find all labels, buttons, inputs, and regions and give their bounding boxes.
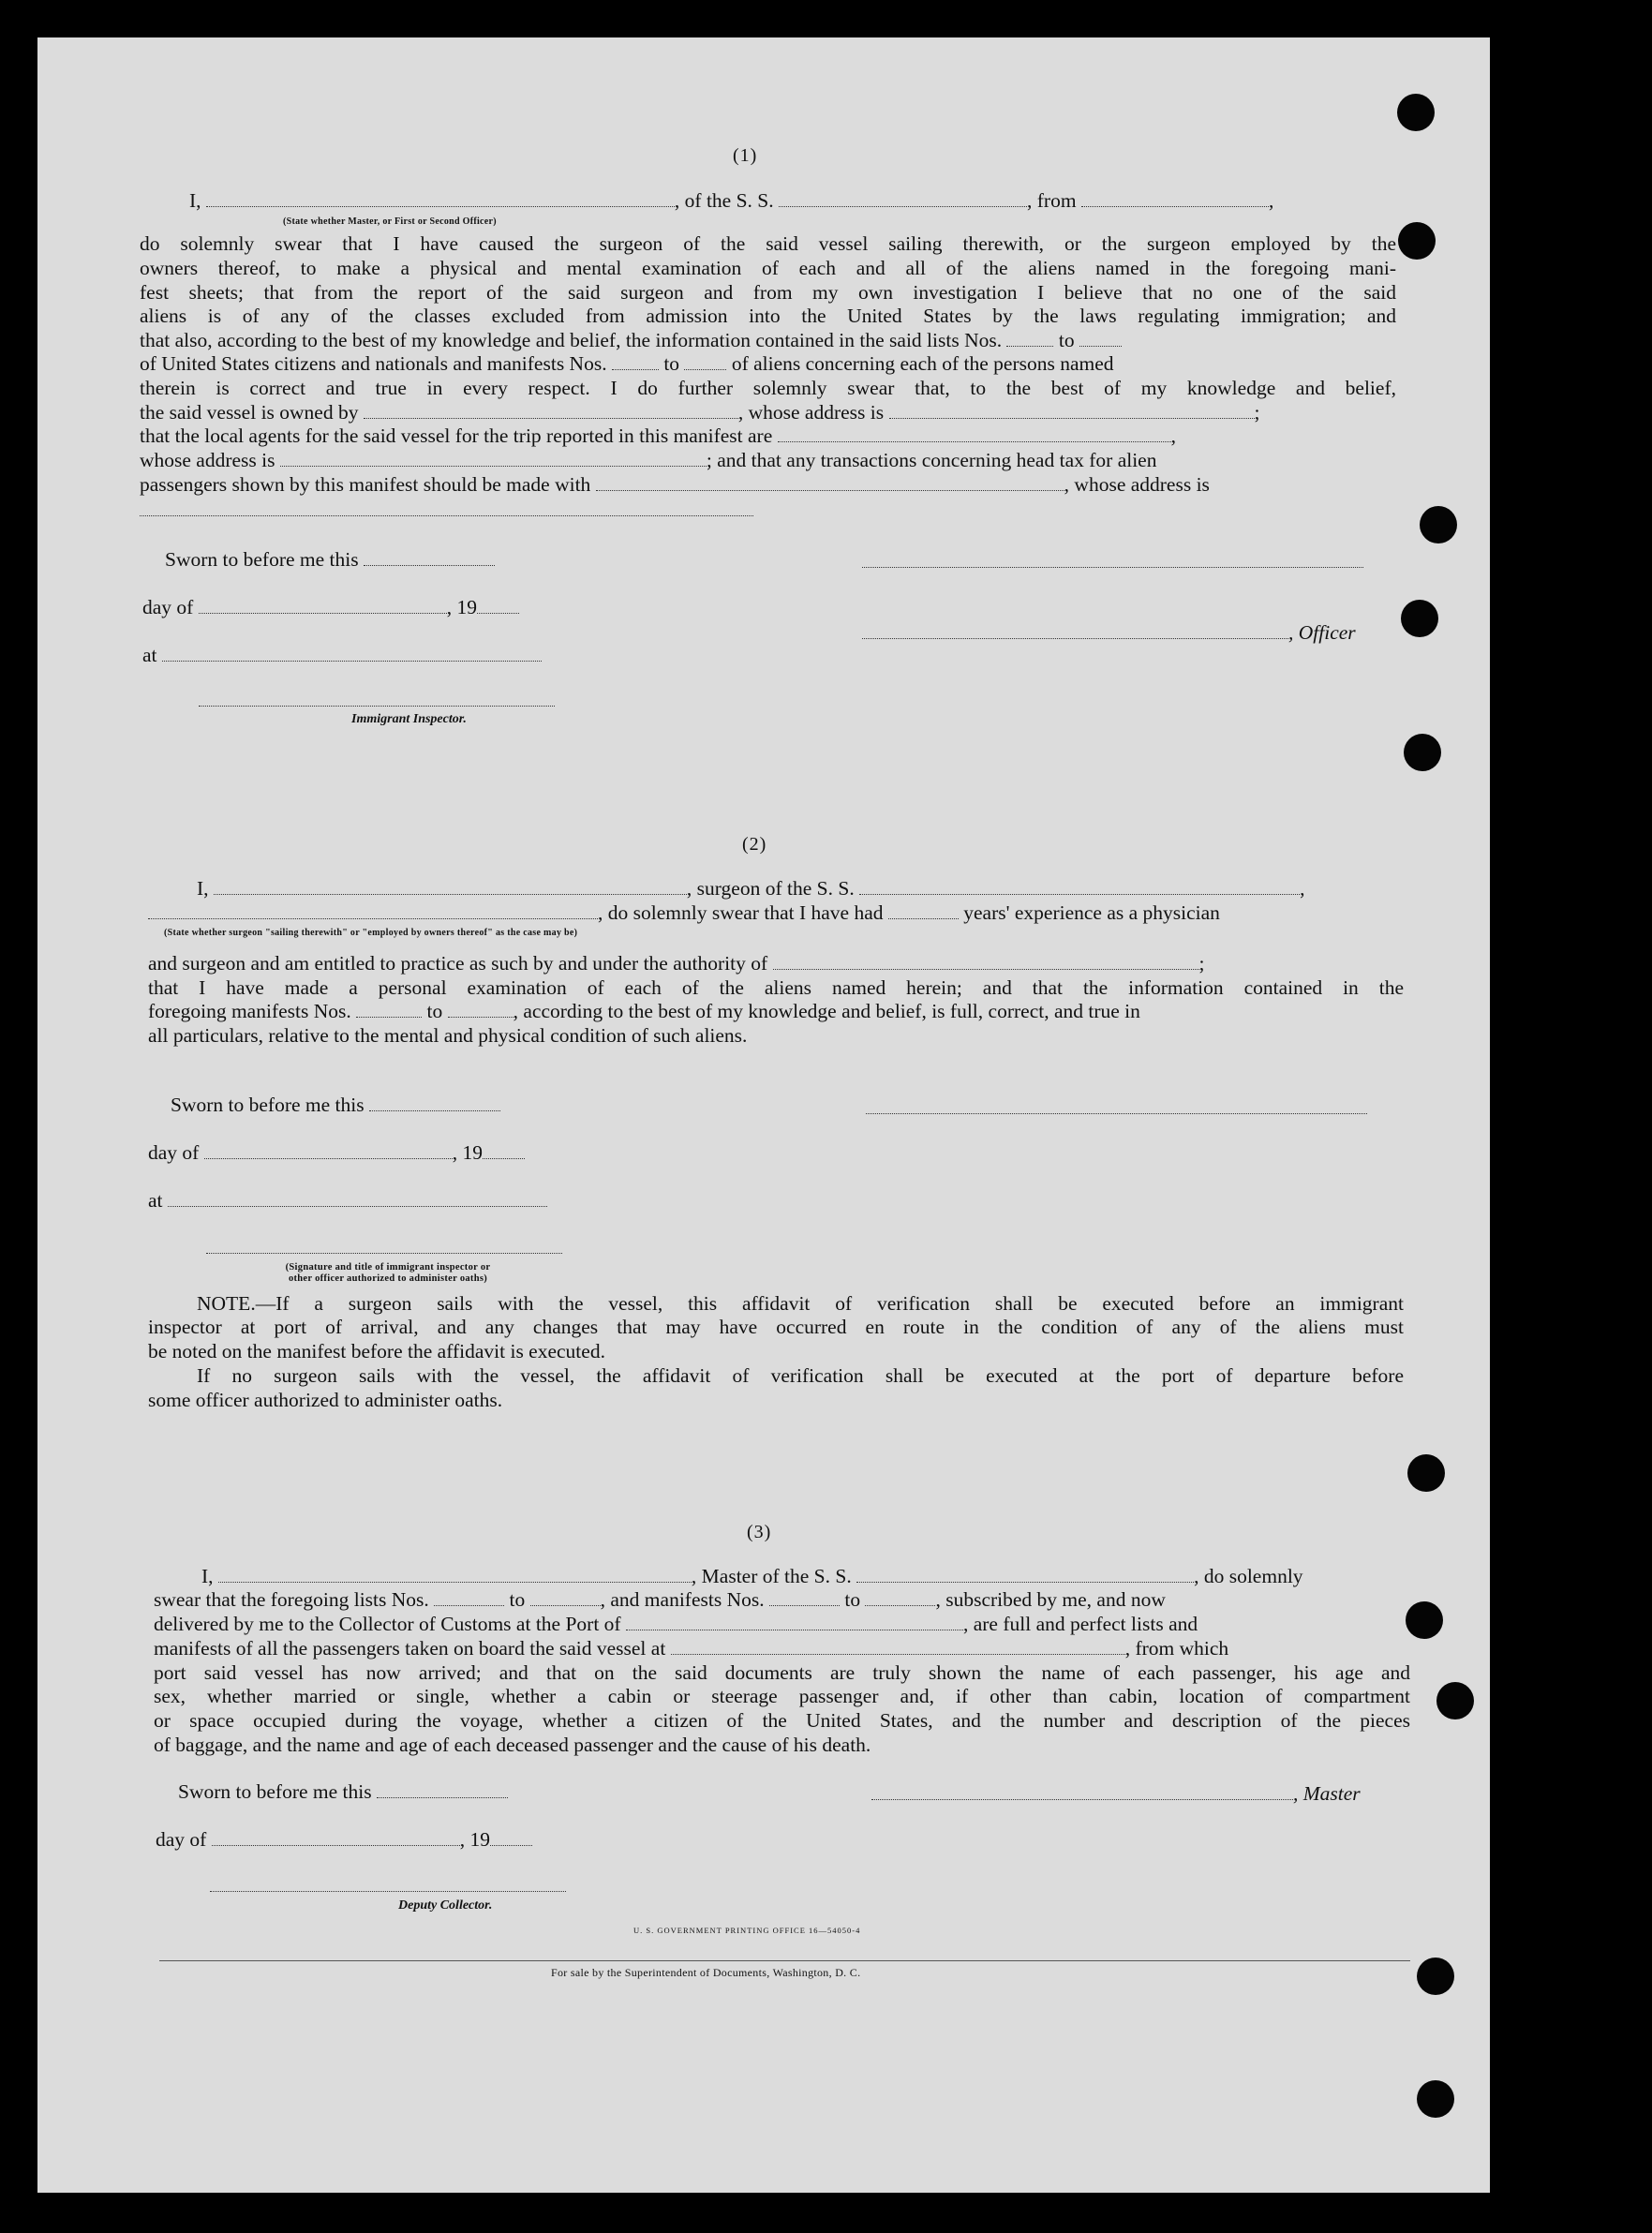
affidavit2-line1	[197, 877, 1304, 901]
text: , from which	[1124, 1637, 1229, 1660]
year-field[interactable]	[477, 596, 519, 614]
text: , 19	[446, 596, 477, 618]
text: whose address is	[140, 449, 275, 471]
punch-hole	[1401, 600, 1438, 637]
text: to	[663, 352, 680, 375]
text: , whose address is	[1064, 473, 1210, 496]
text: of United States citizens and nationals and manifests Nos.	[140, 352, 607, 375]
punch-hole	[1397, 94, 1435, 131]
punch-hole	[1398, 222, 1436, 260]
note-line-1	[197, 1292, 1404, 1317]
section-heading-1: (1)	[733, 145, 758, 166]
officer-signature-line[interactable]	[862, 567, 1363, 568]
year-field[interactable]	[490, 1828, 532, 1846]
sworn-day-field[interactable]	[364, 548, 495, 566]
inspector-label: Immigrant Inspector.	[351, 712, 467, 726]
text: that also, according to the best of my knowledge and belief, the information contained in the said lists Nos.	[140, 329, 1003, 351]
at-line	[148, 1189, 547, 1213]
embarkation-port-field[interactable]	[671, 1637, 1125, 1655]
text: at	[142, 644, 157, 666]
note-line: inspector at port of arrival, and any changes that may have occurred en route in the condition of any of the aliens must	[148, 1316, 1404, 1338]
affidavit2-line: all particulars, relative to the mental and physical condition of such aliens.	[148, 1024, 748, 1047]
text: I,	[201, 1565, 214, 1587]
sworn-line	[178, 1780, 508, 1805]
text: , and manifests Nos.	[600, 1588, 765, 1611]
punch-hole	[1420, 506, 1457, 543]
month-field[interactable]	[212, 1828, 460, 1846]
text: passengers shown by this manifest should be made with	[140, 473, 591, 496]
manifests-to-field[interactable]	[684, 352, 726, 370]
text: —If a surgeon sails with the vessel, this affidavit of verification shall be executed before an immigrant	[255, 1292, 1404, 1315]
text: , subscribed by me, and now	[935, 1588, 1166, 1611]
text: years' experience as a physician	[963, 901, 1220, 924]
punch-hole	[1407, 1454, 1445, 1492]
surgeon-name-field[interactable]	[214, 877, 687, 895]
lists-from-field[interactable]	[434, 1588, 504, 1606]
affidavit1-line: aliens is of any of the classes excluded from admission into the United States by the laws regulating immigration; and	[140, 305, 1396, 327]
place-field[interactable]	[168, 1189, 547, 1207]
text: I,	[197, 877, 209, 900]
affidavit2-line: that I have made a personal examination of each of the aliens named herein; and that the information contained in the	[148, 976, 1404, 999]
text: of aliens concerning each of the persons named	[731, 352, 1114, 375]
manifest-affidavit-page	[37, 37, 1490, 2193]
punch-hole	[1404, 734, 1441, 771]
text: ;	[1254, 401, 1260, 424]
text: , according to the best of my knowledge and belief, is full, correct, and true in	[513, 1000, 1140, 1022]
local-agents-field[interactable]	[778, 424, 1171, 442]
text: , of the S. S.	[674, 189, 774, 212]
punch-hole	[1436, 1682, 1474, 1719]
affidavit1-line8	[140, 401, 1259, 425]
day-of-line	[156, 1828, 532, 1853]
text: swear that the foregoing lists Nos.	[154, 1588, 429, 1611]
affidavit1-line: do solemnly swear that I have caused the surgeon of the said vessel sailing therewith, or the surgeon employed by the	[140, 232, 1396, 255]
authority-field[interactable]	[773, 952, 1199, 970]
years-experience-field[interactable]	[888, 901, 959, 919]
printer-imprint: U. S. GOVERNMENT PRINTING OFFICE 16—54050-4	[633, 1926, 861, 1935]
text: ,	[1170, 424, 1176, 447]
master-line	[871, 1782, 1361, 1807]
text: day of	[156, 1828, 207, 1851]
text: Sworn to before me this	[171, 1094, 365, 1116]
text: , do solemnly	[1194, 1565, 1303, 1587]
punch-hole	[1406, 1601, 1443, 1639]
owner-field[interactable]	[364, 401, 738, 419]
text: the said vessel is owned by	[140, 401, 359, 424]
affidavit1-line: owners thereof, to make a physical and mental examination of each and all of the aliens named in the foregoing mani-	[140, 257, 1396, 279]
text: ,	[1268, 189, 1274, 212]
text: that the local agents for the said vessel for the trip reported in this manifest are	[140, 424, 773, 447]
text: ,	[1300, 877, 1305, 900]
text: I,	[189, 189, 201, 212]
collector-label: Deputy Collector.	[398, 1898, 493, 1913]
affidavit1-line11	[140, 473, 1210, 498]
sworn-day-field[interactable]	[377, 1780, 508, 1798]
manifests-to-field[interactable]	[448, 1000, 513, 1018]
affidavit3-line: sex, whether married or single, whether a cabin or steerage passenger and, if other than cabin, location of compartment	[154, 1685, 1410, 1707]
affidavit3-line4	[154, 1637, 1228, 1661]
affidavit1-line5	[140, 329, 1122, 353]
affidavit1-line10	[140, 449, 1156, 473]
affidavit3-line: or space occupied during the voyage, whether a citizen of the United States, and the number and description of the pieces	[154, 1709, 1410, 1732]
signature-caption	[210, 1262, 566, 1285]
text: Sworn to before me this	[165, 548, 359, 571]
footer-rule	[159, 1960, 1410, 1961]
surgeon-status-field[interactable]	[148, 901, 598, 919]
vessel-name-field[interactable]	[779, 189, 1027, 207]
day-of-line	[142, 596, 519, 620]
master-name-field[interactable]	[218, 1565, 692, 1583]
caption-line: (Signature and title of immigrant inspector or	[285, 1262, 491, 1273]
sworn-day-field[interactable]	[369, 1094, 500, 1111]
text: to	[426, 1000, 443, 1022]
lists-to-field[interactable]	[530, 1588, 601, 1606]
officer-label: , Officer	[1288, 621, 1356, 644]
note-label: NOTE.	[197, 1292, 256, 1315]
text: foregoing manifests Nos.	[148, 1000, 351, 1022]
affidavit1-line1	[189, 189, 1273, 214]
section-heading-3: (3)	[747, 1522, 772, 1542]
text: , are full and perfect lists and	[962, 1613, 1198, 1635]
text: at	[148, 1189, 163, 1212]
section-heading-2: (2)	[742, 834, 767, 855]
affidavit1-line: fest sheets; that from the report of the said surgeon and from my own investigation I believe that no one of the said	[140, 281, 1396, 304]
affidavit1-line9	[140, 424, 1176, 449]
punch-hole	[1417, 1958, 1454, 1995]
manifests-to-field[interactable]	[865, 1588, 935, 1606]
surgeon-signature-line[interactable]	[866, 1113, 1367, 1114]
sworn-line	[171, 1094, 500, 1118]
port-field[interactable]	[626, 1613, 963, 1630]
text: to	[844, 1588, 861, 1611]
text: , surgeon of the S. S.	[686, 877, 855, 900]
lists-from-field[interactable]	[1006, 329, 1053, 347]
month-field[interactable]	[204, 1141, 453, 1159]
manifests-from-field[interactable]	[612, 352, 659, 370]
affidavit2-line2	[148, 901, 1220, 926]
note-line: be noted on the manifest before the affidavit is executed.	[148, 1340, 605, 1362]
text: , 19	[459, 1828, 490, 1851]
text: , from	[1027, 189, 1077, 212]
agents-address-field[interactable]	[280, 449, 707, 467]
text: day of	[142, 596, 194, 618]
text: , whose address is	[737, 401, 885, 424]
text: ;	[1198, 952, 1205, 975]
master-signature-field[interactable]	[871, 1782, 1293, 1800]
manifests-from-field[interactable]	[356, 1000, 422, 1018]
affidavit3-line3	[154, 1613, 1198, 1637]
affidavit3-line1	[201, 1565, 1303, 1589]
year-field[interactable]	[483, 1141, 525, 1159]
month-field[interactable]	[199, 596, 447, 614]
departure-port-field[interactable]	[1081, 189, 1269, 207]
text: day of	[148, 1141, 200, 1164]
officer-caption: (State whether Master, or First or Second Officer)	[283, 216, 497, 227]
owner-address-field[interactable]	[889, 401, 1255, 419]
text: Sworn to before me this	[178, 1780, 372, 1803]
note-line: If no surgeon sails with the vessel, the affidavit of verification shall be executed at the port of departure before	[197, 1364, 1404, 1387]
at-line	[142, 644, 542, 668]
text: to	[509, 1588, 526, 1611]
affidavit3-line2	[154, 1588, 1166, 1613]
head-tax-contact-field[interactable]	[596, 473, 1064, 491]
text: manifests of all the passengers taken on board the said vessel at	[154, 1637, 666, 1660]
affidavit3-line: port said vessel has now arrived; and that on the said documents are truly shown the name of each passenger, his age and	[154, 1661, 1410, 1684]
surgeon-caption: (State whether surgeon "sailing therewith" or "employed by owners thereof" as the case may be)	[164, 928, 578, 938]
caption-line: other officer authorized to administer oaths)	[288, 1273, 488, 1284]
officer-rank-field[interactable]	[206, 189, 675, 207]
vessel-name-field[interactable]	[859, 877, 1300, 895]
text: and surgeon and am entitled to practice as such by and under the authority of	[148, 952, 768, 975]
note-line: some officer authorized to administer oaths.	[148, 1389, 503, 1411]
inspector-signature-line[interactable]	[206, 1253, 562, 1254]
affidavit3-line: of baggage, and the name and age of each deceased passenger and the cause of his death.	[154, 1734, 871, 1756]
manifests-from-field[interactable]	[769, 1588, 840, 1606]
affidavit1-line: therein is correct and true in every respect. I do further solemnly swear that, to the best of my knowledge and belief,	[140, 377, 1396, 399]
officer-line	[862, 621, 1356, 646]
sworn-line	[165, 548, 495, 573]
vessel-name-field[interactable]	[856, 1565, 1194, 1583]
punch-hole	[1417, 2080, 1454, 2118]
text: , 19	[452, 1141, 483, 1164]
text: ; and that any transactions concerning head tax for alien	[706, 449, 1157, 471]
inspector-signature-line[interactable]	[199, 706, 555, 707]
lists-to-field[interactable]	[1079, 329, 1122, 347]
text: to	[1058, 329, 1075, 351]
day-of-line	[148, 1141, 525, 1166]
text: , do solemnly swear that I have had	[598, 901, 884, 924]
affidavit1-line6	[140, 352, 1114, 377]
text: delivered by me to the Collector of Customs at the Port of	[154, 1613, 621, 1635]
officer-name-field[interactable]	[862, 621, 1288, 639]
place-field[interactable]	[162, 644, 542, 662]
sale-notice: For sale by the Superintendent of Documents, Washington, D. C.	[551, 1966, 861, 1979]
master-label: , Master	[1293, 1782, 1361, 1805]
affidavit2-line5	[148, 1000, 1140, 1024]
address-continuation-line[interactable]	[140, 515, 753, 516]
affidavit2-line3	[148, 952, 1204, 976]
text: , Master of the S. S.	[691, 1565, 852, 1587]
collector-signature-line[interactable]	[210, 1891, 566, 1892]
